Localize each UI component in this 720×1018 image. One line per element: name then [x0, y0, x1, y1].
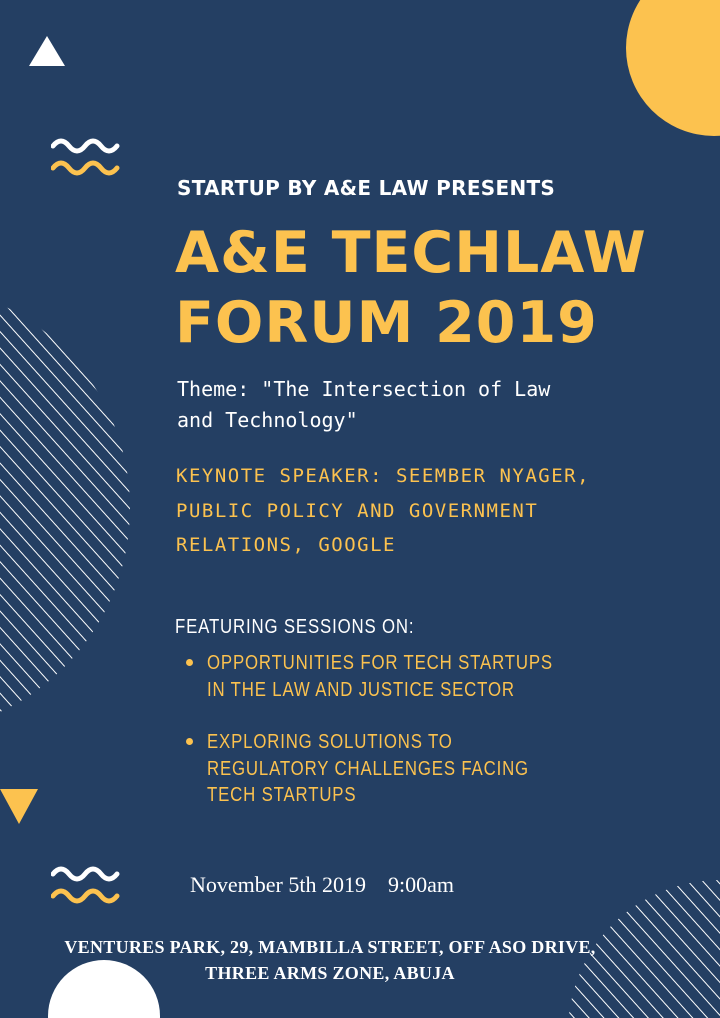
keynote-line-2: PUBLIC POLICY AND GOVERNMENT: [176, 499, 539, 522]
keynote-line-3: RELATIONS, GOOGLE: [176, 534, 396, 556]
keynote-speaker: [176, 459, 590, 563]
venue-line-2: THREE ARMS ZONE, ABUJA: [205, 963, 455, 983]
event-title-line-2: FORUM 2019: [175, 290, 598, 356]
event-time: 9:00am: [387, 872, 454, 897]
sessions-list: [186, 650, 706, 835]
venue-line-1: VENTURES PARK, 29, MAMBILLA STREET, OFF ASO DRIVE,: [64, 937, 596, 957]
keynote-line-1: KEYNOTE SPEAKER: SEEMBER NYAGER,: [176, 465, 591, 487]
event-datetime: [190, 872, 454, 898]
event-title-line-1: A&E TECHLAW: [175, 220, 647, 286]
striped-half-circle-icon: [0, 283, 132, 733]
list-item: [186, 650, 706, 703]
event-date: November 5th 2019: [190, 872, 366, 897]
bullet-icon: [186, 738, 193, 745]
session-line: TECH STARTUPS: [207, 784, 357, 806]
session-line: REGULATORY CHALLENGES FACING: [207, 757, 529, 780]
bullet-icon: [186, 659, 193, 666]
white-triangle-icon: [29, 36, 65, 67]
featuring-heading: FEATURING SESSIONS ON:: [175, 616, 415, 638]
zigzag-wave-icon: [51, 862, 121, 904]
yellow-down-triangle-icon: [0, 789, 40, 825]
event-theme: [177, 374, 550, 436]
presenter-line: STARTUP BY A&E LAW PRESENTS: [177, 176, 556, 200]
session-line: OPPORTUNITIES FOR TECH STARTUPS: [207, 652, 553, 674]
zigzag-wave-icon: [51, 134, 121, 176]
yellow-circle-icon: [626, 0, 720, 136]
event-title: [175, 218, 647, 358]
theme-line-2: and Technology": [177, 408, 358, 432]
theme-line-1: Theme: "The Intersection of Law: [177, 377, 551, 401]
session-line: EXPLORING SOLUTIONS TO: [207, 731, 453, 753]
session-line: IN THE LAW AND JUSTICE SECTOR: [207, 678, 515, 701]
list-item: [186, 729, 706, 809]
event-venue: [0, 934, 660, 986]
